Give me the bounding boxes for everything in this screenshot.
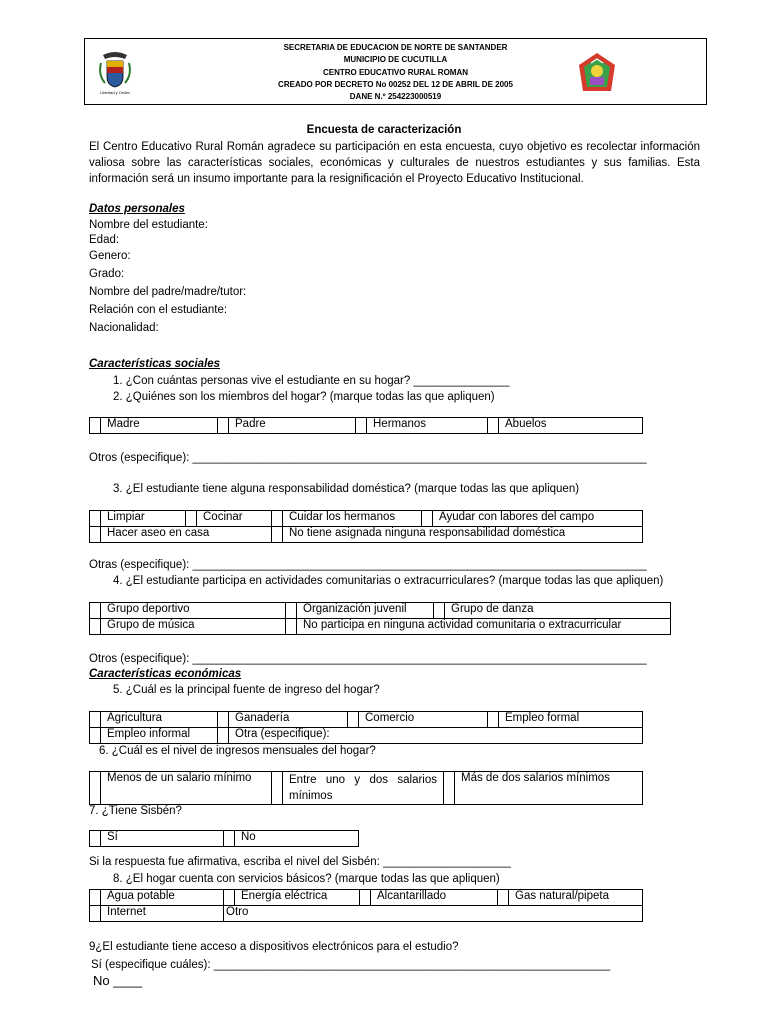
sisben-level-field[interactable]: Si la respuesta fue afirmativa, escriba el nivel del Sisbén: ____________________ bbox=[89, 856, 511, 868]
option-label: Entre uno y dos salarios mínimos bbox=[283, 772, 444, 805]
question-6: 6. ¿Cuál es el nivel de ingresos mensuales del hogar? bbox=[99, 745, 376, 757]
option-label: Hacer aseo en casa bbox=[101, 527, 272, 543]
option-label: Agricultura bbox=[101, 712, 218, 728]
checkbox[interactable] bbox=[90, 831, 101, 847]
q5-options-table bbox=[89, 711, 643, 744]
option-label: Gas natural/pipeta bbox=[509, 890, 643, 906]
survey-title: Encuesta de caracterización bbox=[306, 124, 462, 136]
checkbox[interactable] bbox=[90, 728, 101, 744]
checkbox[interactable] bbox=[272, 511, 283, 527]
checkbox[interactable] bbox=[218, 728, 229, 744]
field-student-name: Nombre del estudiante: bbox=[89, 219, 208, 231]
option-label: Ayudar con labores del campo bbox=[433, 511, 643, 527]
option-label: Grupo deportivo bbox=[101, 603, 286, 619]
q2-other-field[interactable]: Otros (especifique): _______________________________________________________________________ bbox=[89, 452, 647, 464]
checkbox[interactable] bbox=[356, 418, 367, 434]
checkbox[interactable] bbox=[218, 418, 229, 434]
option-label: No bbox=[235, 831, 359, 847]
checkbox[interactable] bbox=[286, 619, 297, 635]
question-5: 5. ¿Cuál es la principal fuente de ingreso del hogar? bbox=[113, 684, 380, 696]
letterhead-line: MUNICIPIO DE CUCUTILLA bbox=[343, 55, 448, 65]
field-guardian-name: Nombre del padre/madre/tutor: bbox=[89, 286, 247, 298]
option-label: Otra (especifique): bbox=[229, 728, 643, 744]
letterhead bbox=[84, 38, 707, 105]
question-3: 3. ¿El estudiante tiene alguna responsabilidad doméstica? (marque todas las que apliquen) bbox=[113, 483, 580, 495]
checkbox[interactable] bbox=[90, 603, 101, 619]
checkbox[interactable] bbox=[90, 772, 101, 805]
checkbox[interactable] bbox=[286, 603, 297, 619]
checkbox[interactable] bbox=[348, 712, 359, 728]
section-heading-economic: Características económicas bbox=[89, 668, 242, 680]
checkbox[interactable] bbox=[90, 418, 101, 434]
q7-options-table bbox=[89, 830, 359, 847]
option-label: Internet bbox=[101, 906, 224, 922]
option-label: Grupo de música bbox=[101, 619, 286, 635]
letterhead-line: DANE N.º 254223000519 bbox=[349, 92, 442, 102]
checkbox[interactable] bbox=[488, 418, 499, 434]
checkbox[interactable] bbox=[90, 511, 101, 527]
question-9: 9¿El estudiante tiene acceso a dispositivos electrónicos para el estudio? bbox=[89, 941, 459, 953]
letterhead-line: CREADO POR DECRETO No 00252 DEL 12 DE ABRIL DE 2005 bbox=[278, 79, 513, 89]
option-label: Empleo informal bbox=[101, 728, 218, 744]
checkbox[interactable] bbox=[90, 906, 101, 922]
option-label: No participa en ninguna actividad comunitaria o extracurricular bbox=[297, 619, 671, 635]
option-label: Cuidar los hermanos bbox=[283, 511, 422, 527]
option-label: Ganadería bbox=[229, 712, 348, 728]
q6-options-table bbox=[89, 771, 643, 805]
option-label: Abuelos bbox=[499, 418, 643, 434]
option-label: Madre bbox=[101, 418, 218, 434]
option-label: Organización juvenil bbox=[297, 603, 434, 619]
field-grade: Grado: bbox=[89, 268, 125, 280]
question-1: 1. ¿Con cuántas personas vive el estudiante en su hogar? _______________ bbox=[113, 375, 510, 387]
option-label: Energía eléctrica bbox=[235, 890, 360, 906]
checkbox[interactable] bbox=[272, 772, 283, 805]
checkbox[interactable] bbox=[90, 712, 101, 728]
option-label: Menos de un salario mínimo bbox=[101, 772, 272, 805]
option-label: Grupo de danza bbox=[445, 603, 671, 619]
question-8: 8. ¿El hogar cuenta con servicios básicos? (marque todas las que apliquen) bbox=[113, 873, 500, 885]
svg-text:Libertad y Orden: Libertad y Orden bbox=[100, 90, 130, 95]
checkbox[interactable] bbox=[224, 890, 235, 906]
option-label: Cocinar bbox=[197, 511, 272, 527]
option-label: Hermanos bbox=[367, 418, 488, 434]
q3-other-field[interactable]: Otras (especifique): _______________________________________________________________________ bbox=[89, 559, 647, 571]
option-label: Más de dos salarios mínimos bbox=[455, 772, 643, 805]
checkbox[interactable] bbox=[498, 890, 509, 906]
field-relationship: Relación con el estudiante: bbox=[89, 304, 228, 316]
option-label: Sí bbox=[101, 831, 224, 847]
option-label: Otro bbox=[224, 906, 643, 922]
option-label: Agua potable bbox=[101, 890, 224, 906]
section-heading-social: Características sociales bbox=[89, 358, 221, 370]
checkbox[interactable] bbox=[218, 712, 229, 728]
option-label: Limpiar bbox=[101, 511, 186, 527]
option-label: Empleo formal bbox=[499, 712, 643, 728]
letterhead-text bbox=[205, 42, 586, 103]
checkbox[interactable] bbox=[444, 772, 455, 805]
q4-options-table bbox=[89, 602, 671, 635]
checkbox[interactable] bbox=[224, 831, 235, 847]
field-gender: Genero: bbox=[89, 250, 131, 262]
checkbox[interactable] bbox=[488, 712, 499, 728]
checkbox[interactable] bbox=[90, 890, 101, 906]
option-label: No tiene asignada ninguna responsabilidad doméstica bbox=[283, 527, 643, 543]
option-label: Comercio bbox=[359, 712, 488, 728]
option-label: Alcantarillado bbox=[371, 890, 498, 906]
letterhead-line: CENTRO EDUCATIVO RURAL ROMAN bbox=[322, 67, 469, 77]
q2-options-table bbox=[89, 417, 643, 434]
q9-no-field[interactable]: No ____ bbox=[93, 973, 143, 988]
checkbox[interactable] bbox=[360, 890, 371, 906]
school-shield-icon bbox=[577, 51, 617, 99]
checkbox[interactable] bbox=[422, 511, 433, 527]
q8-options-table bbox=[89, 889, 643, 922]
field-nationality: Nacionalidad: bbox=[89, 322, 159, 334]
intro-paragraph: El Centro Educativo Rural Román agradece su participación en esta encuesta, cuyo objetivo es recolectar información valiosa sobre las características sociales, económicas y culturales de nuestros estudiantes y sus familias. Esta información será un insumo importante para la resignificación el Proyecto Educativo Institucional. bbox=[89, 141, 700, 185]
checkbox[interactable] bbox=[186, 511, 197, 527]
question-7: 7. ¿Tiene Sisbén? bbox=[89, 805, 182, 817]
question-2: 2. ¿Quiénes son los miembros del hogar? (marque todas las que apliquen) bbox=[113, 391, 495, 403]
colombia-coat-of-arms-icon bbox=[95, 49, 135, 97]
checkbox[interactable] bbox=[90, 619, 101, 635]
checkbox[interactable] bbox=[272, 527, 283, 543]
checkbox[interactable] bbox=[90, 527, 101, 543]
q3-options-table bbox=[89, 510, 643, 543]
q4-other-field[interactable]: Otros (especifique): _______________________________________________________________________ bbox=[89, 653, 647, 665]
field-age: Edad: bbox=[89, 234, 120, 246]
section-heading-personal: Datos personales bbox=[89, 203, 185, 215]
option-label: Padre bbox=[229, 418, 356, 434]
letterhead-line: SECRETARIA DE EDUCACION DE NORTE DE SANTANDER bbox=[283, 43, 508, 52]
question-4: 4. ¿El estudiante participa en actividades comunitarias o extracurriculares? (marque todas las que apliquen) bbox=[113, 575, 664, 587]
checkbox[interactable] bbox=[434, 603, 445, 619]
q9-yes-field[interactable]: Sí (especifique cuáles): ______________________________________________________________ bbox=[91, 959, 611, 971]
